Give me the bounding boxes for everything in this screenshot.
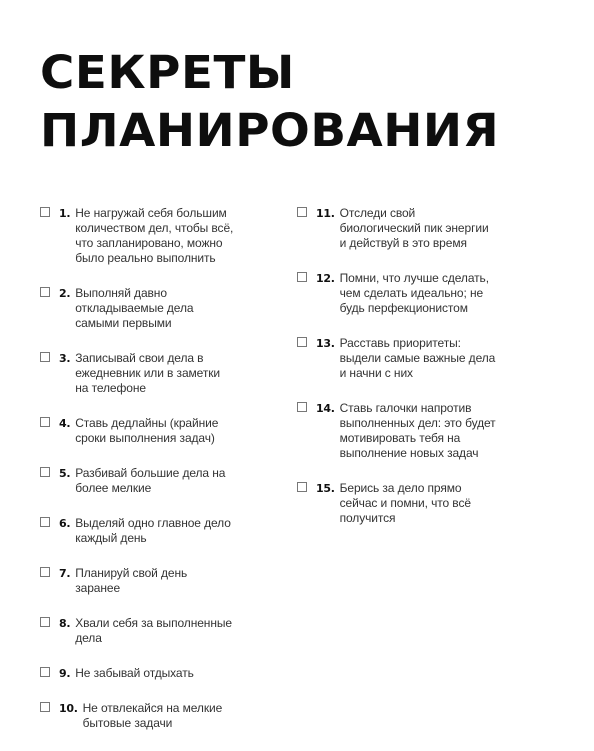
checkbox-13[interactable] — [297, 337, 307, 347]
checkbox-11[interactable] — [297, 207, 307, 217]
item-text-1: Не нагружай себя большим количеством дел, чтобы всё, что запланировано, можно было реально выполнить — [75, 206, 234, 265]
item-text-4: Ставь дедлайны (крайние сроки выполнения задач) — [75, 416, 219, 445]
item-text-8: Хвали себя за выполненные дела — [75, 616, 232, 645]
checklist-item-7 — [40, 566, 187, 596]
item-number-4: 4. — [59, 417, 71, 430]
checklist-item-6 — [40, 516, 231, 546]
item-number-8: 8. — [59, 617, 71, 630]
checklist-item-14 — [297, 401, 496, 461]
page-title — [40, 44, 499, 160]
item-number-9: 9. — [59, 667, 71, 680]
checkbox-1[interactable] — [40, 207, 50, 217]
item-number-10: 10. — [59, 702, 78, 715]
item-text-14: Ставь галочки напротив выполненных дел: это будет мотивировать тебя на выполнение новых задач — [339, 401, 496, 460]
title-line-2: ПЛАНИРОВАНИЯ — [40, 104, 500, 157]
checklist-item-2 — [40, 286, 193, 331]
checklist-item-9 — [40, 666, 194, 681]
item-text-12: Помни, что лучше сделать, чем сделать идеально; не будь перфекционистом — [339, 271, 489, 315]
checklist-item-10 — [40, 701, 222, 731]
checklist-item-11 — [297, 206, 489, 251]
item-text-2: Выполняй давно откладываемые дела самыми первыми — [75, 286, 194, 330]
item-number-2: 2. — [59, 287, 71, 300]
checklist-item-3 — [40, 351, 220, 396]
checkbox-7[interactable] — [40, 567, 50, 577]
item-number-11: 11. — [316, 207, 335, 220]
item-text-7: Планируй свой день заранее — [75, 566, 188, 595]
checkbox-8[interactable] — [40, 617, 50, 627]
item-text-6: Выделяй одно главное дело каждый день — [75, 516, 231, 545]
item-text-3: Записывай свои дела в ежедневник или в заметки на телефоне — [75, 351, 221, 395]
item-text-10: Не отвлекайся на мелкие бытовые задачи — [82, 701, 223, 730]
item-number-13: 13. — [316, 337, 335, 350]
item-number-12: 12. — [316, 272, 335, 285]
checkbox-6[interactable] — [40, 517, 50, 527]
checklist-item-12 — [297, 271, 489, 316]
item-number-1: 1. — [59, 207, 71, 220]
title-line-1: СЕКРЕТЫ — [40, 46, 295, 99]
checkbox-9[interactable] — [40, 667, 50, 677]
checkbox-10[interactable] — [40, 702, 50, 712]
item-number-3: 3. — [59, 352, 71, 365]
checkbox-12[interactable] — [297, 272, 307, 282]
item-text-15: Берись за дело прямо сейчас и помни, что всё получится — [339, 481, 471, 525]
item-number-5: 5. — [59, 467, 71, 480]
item-text-13: Расставь приоритеты: выдели самые важные дела и начни с них — [339, 336, 496, 380]
checklist-item-5 — [40, 466, 225, 496]
checklist-item-4 — [40, 416, 218, 446]
item-number-7: 7. — [59, 567, 71, 580]
item-number-15: 15. — [316, 482, 335, 495]
item-number-14: 14. — [316, 402, 335, 415]
checklist-item-8 — [40, 616, 232, 646]
checkbox-3[interactable] — [40, 352, 50, 362]
checklist-item-15 — [297, 481, 471, 526]
item-text-5: Разбивай большие дела на более мелкие — [75, 466, 226, 495]
item-text-11: Отследи свой биологический пик энергии и действуй в это время — [339, 206, 489, 250]
checkbox-5[interactable] — [40, 467, 50, 477]
item-text-9: Не забывай отдыхать — [75, 666, 194, 680]
checkbox-4[interactable] — [40, 417, 50, 427]
checklist-item-1 — [40, 206, 233, 266]
checkbox-15[interactable] — [297, 482, 307, 492]
checklist-item-13 — [297, 336, 495, 381]
checkbox-2[interactable] — [40, 287, 50, 297]
item-number-6: 6. — [59, 517, 71, 530]
checkbox-14[interactable] — [297, 402, 307, 412]
